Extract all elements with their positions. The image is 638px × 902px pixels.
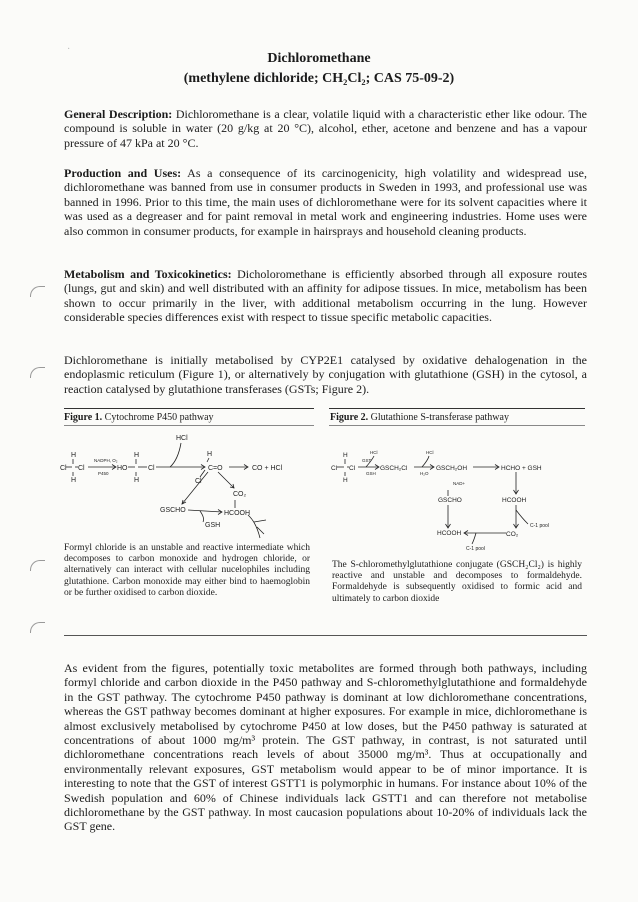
- fig1-cl-c: Cl: [78, 465, 85, 472]
- figure1-title: [64, 412, 214, 423]
- fig2-h2o: H₂O: [420, 471, 429, 476]
- fig2-hcho-gsh: HCHO + GSH: [501, 465, 542, 472]
- fig2-h-bottom: H: [343, 477, 348, 484]
- production-uses-text: As a consequence of its carcinogenicity, high volatility and widespread use, dichloromethane was banned from use in consumer products in Sweden in 1993, and professional use was banned in 1996. Prior to this time, the main uses of dichloromethane were for its solvent capacities where it was used as a degreaser and for paint removal in metal work and engineering industries. Home uses were also common in consumer products, for example in hairsprays and household cleaning products.: [64, 166, 587, 238]
- fig2-c1pool-1: C-1 pool: [530, 523, 549, 529]
- fig2-hcooh-1: HCOOH: [502, 497, 527, 504]
- fig1-h-bottom-left: H: [71, 477, 77, 484]
- figure2-pathway-diagram: [326, 430, 586, 560]
- metabolism-text: Dicholoromethane is efficiently absorbed through all exposure routes (lungs, gut and skin) and well distributed with an affinity for adipose tissues. In mice, metabolism has been shown to occur primarily in the liver, with additional metabolism occurring in the lung. However considerable species differences exist with respect to tissue specific metabolic capacities.: [64, 267, 587, 325]
- figure1-title-text: Cytochrome P450 pathway: [102, 412, 214, 423]
- metabolism-paragraph: [64, 267, 587, 325]
- fig1-nadph: NADPH, O₂: [94, 458, 118, 463]
- fig2-gsch2cl: GSCH₂Cl: [380, 465, 408, 472]
- fig2-nad: NAD+: [453, 481, 466, 486]
- figure1-caption: Formyl chloride is an unstable and reactive intermediate which decomposes to carbon monoxide and hydrogen chloride, or alternatively can interact with cellular nucelophiles including glutathione. Carbon monoxide may either bind to haemoglobin or be further oxidised to carbon dioxide.: [64, 543, 310, 598]
- figure-divider-rule: [64, 425, 314, 426]
- evident-paragraph: As evident from the figures, potentially toxic metabolites are formed through both pathways, including formyl chloride and carbon dioxide in the P450 pathway and S-chloromethylglutathione and formaldehyde in the GST pathway. The cytochrome P450 pathway is dominant at low dichloromethane concentrations, whereas the GST pathway becomes dominant at higher exposures. For example in mice, dichloromethane is almost exclusively metabolised by cytochrome P450 at low doses, but the P450 pathway is saturated at concentrations of about 1000 mg/m³ protein. The GST pathway, in contrast, is not saturated until dichloromethane concentrations reach levels of about 35000 mg/m³. Thus at occupationally and environmentally relevant exposures, GST metabolism would appear to be of minor importance. It is interesting to note that the GST of interest GSTT1 is polymorphic in humans. For instance about 10% of the Swedish population and 60% of Chinese individuals lack GSTT1 and can therefore not metabolise dichloromethane by the GST pathway. In most caucasion populations about 10-20% of individuals lack the GST gene.: [64, 661, 587, 834]
- binder-hole-mark: [30, 286, 45, 297]
- fig2-gst: GST: [362, 458, 372, 463]
- fig2-gscho: GSCHO: [438, 497, 462, 504]
- fig1-ho: HO: [117, 465, 128, 472]
- figure2-label: Figure 2.: [330, 412, 369, 423]
- page-title: Dichloromethane: [267, 51, 371, 66]
- binder-hole-mark: [30, 560, 45, 571]
- fig2-co2: CO₂: [506, 531, 519, 538]
- fig2-cl-left: Cl: [331, 465, 338, 472]
- general-description-text: Dichloromethane is a clear, volatile liquid with a characteristic ether like odour. The compound is soluble in water (20 g/kg at 20 °C), alcohol, ether, acetone and benzene and has a vapour pressure of 47 kPa at 20 °C.: [64, 107, 587, 150]
- fig1-hcl-top: HCl: [176, 435, 188, 442]
- fig1-h-3: H: [207, 451, 213, 458]
- fig2-hcl-2: HCl: [426, 450, 434, 455]
- fig1-h-2: H: [134, 477, 140, 484]
- fig1-cl-3: Cl: [195, 478, 202, 485]
- fig1-h-top-left: H: [71, 452, 77, 459]
- fig1-p450: P450: [98, 471, 109, 476]
- fig2-hcl-1: HCl: [370, 450, 378, 455]
- production-uses-paragraph: [64, 166, 587, 238]
- fig1-gsh: GSH: [205, 522, 221, 529]
- fig2-gsh: GSH: [366, 471, 376, 476]
- metabolism-heading: Metabolism and Toxicokinetics:: [64, 267, 232, 281]
- figure-top-rule: [64, 408, 314, 409]
- figure2-title: [330, 412, 509, 423]
- figure-divider-rule: [329, 425, 585, 426]
- fig1-h-top-2: H: [134, 452, 140, 459]
- fig2-hcooh-2: HCOOH: [437, 530, 462, 537]
- fig1-co2: CO₂: [233, 491, 247, 498]
- general-description-heading: General Description:: [64, 107, 173, 121]
- initial-metabolism-paragraph: Dichloromethane is initially metabolised by CYP2E1 catalysed by oxidative dehalogenation in the endoplasmic reticulum (Figure 1), or alternatively by conjugation with glutathione (GSH) in the cytosol, a reaction catalysed by glutathione transferases (GSTs; Figure 2).: [64, 353, 587, 396]
- fig1-cl-2: Cl: [148, 465, 155, 472]
- production-uses-heading: Production and Uses:: [64, 166, 182, 180]
- general-description-paragraph: [64, 107, 587, 150]
- figure1-label: Figure 1.: [64, 412, 103, 423]
- binder-hole-mark: [30, 367, 45, 378]
- figure2-caption: The S-chloromethylglutathione conjugate (GSCH₂Cl₂) is highly reactive and unstable and decomposes to formaldehyde. Formaldehyde is subsequently oxidised to formic acid and ultimately to carbon dioxide: [332, 560, 582, 604]
- fig1-c-eq-o: C=O: [208, 465, 223, 472]
- fig2-gsch2oh: GSCH₂OH: [436, 465, 468, 472]
- fig2-cl-c: Cl: [349, 465, 356, 472]
- fig2-c1pool-2: C-1 pool: [466, 546, 485, 552]
- figure-top-rule: [329, 408, 585, 409]
- figure1-pathway-diagram: [60, 430, 318, 540]
- page-subtitle: (methylene dichloride; CH₂Cl₂; CAS 75-09-2): [183, 71, 455, 86]
- fig2-h-top: H: [343, 452, 348, 459]
- fig1-gscho: GSCHO: [160, 507, 186, 514]
- fig1-cl-left: Cl: [60, 465, 67, 472]
- figure2-title-text: Glutathione S-transferase pathway: [368, 412, 509, 423]
- figure-bottom-rule: [64, 635, 587, 636]
- fig1-co-plus-hcl: CO + HCl: [252, 465, 283, 472]
- fig1-hcooh: HCOOH: [224, 510, 251, 517]
- binder-hole-mark: [30, 622, 45, 633]
- scan-dot-mark: ·: [67, 44, 71, 55]
